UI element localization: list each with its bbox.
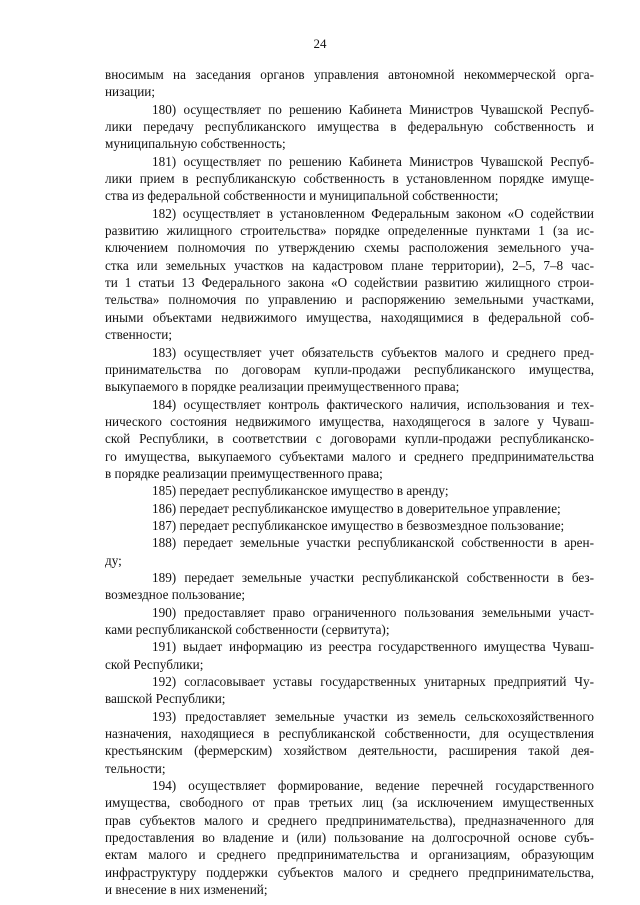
text-line: ектам малого и среднего предпринимательства и организациям, образующим: [105, 847, 594, 863]
text-line: 186) передает республиканское имущество в доверительное управление;: [152, 500, 561, 516]
text-line: прав субъектов малого и среднего предпринимательства), предназначенного для: [105, 812, 594, 828]
text-line: инфраструктуру поддержки субъектов малого и среднего предпринимательства,: [105, 864, 594, 880]
text-line: лики передачу республиканского имущества в федеральную собственность и: [105, 119, 594, 135]
text-line: 180) осуществляет по решению Кабинета Министров Чувашской Респуб-: [152, 101, 594, 117]
text-line: 189) передает земельные участки республиканской собственности в без-: [152, 569, 594, 585]
document-body: [105, 66, 594, 899]
text-line: тельности;: [105, 760, 166, 776]
text-line: 192) согласовывает уставы государственных унитарных предприятий Чу-: [152, 674, 594, 690]
text-line: ственности;: [105, 327, 172, 343]
text-line: 193) предоставляет земельные участки из земель сельскохозяйственного: [152, 708, 594, 724]
text-line: 184) осуществляет контроль фактического наличия, использования и тех-: [152, 396, 594, 412]
text-line: нического состояния недвижимого имущества, находящегося в залоге у Чуваш-: [105, 413, 594, 429]
text-line: стка или земельных участков на кадастровом плане территории), 2–5, 7–8 час-: [105, 257, 594, 273]
text-line: 182) осуществляет в установленном Федеральным законом «О содействии: [152, 205, 594, 221]
text-line: го имущества, выкупаемого субъектами малого и среднего предпринимательства: [105, 448, 594, 464]
text-line: развитию жилищного строительства» порядке определенные пунктами 1 (за ис-: [105, 223, 594, 239]
text-line: 188) передает земельные участки республиканской собственности в арен-: [152, 535, 594, 551]
text-line: назначения, находящиеся в республиканской собственности, для осуществления: [105, 726, 594, 742]
text-line: ской Республики;: [105, 656, 204, 672]
text-line: 190) предоставляет право ограниченного пользования земельными участ-: [152, 604, 594, 620]
text-line: в порядке реализации преимущественного права;: [105, 465, 383, 481]
text-line: крестьянским (фермерским) хозяйством деятельности, расширения такой дея-: [105, 743, 594, 759]
text-line: вашской Республики;: [105, 691, 226, 707]
text-line: низации;: [105, 84, 156, 100]
text-line: ключением полномочия по утверждению схемы расположения земельного уча-: [105, 240, 594, 256]
text-line: ти 1 статьи 13 Федерального закона «О содействии развитию жилищного строи-: [105, 275, 594, 291]
text-line: предоставления во владение и (или) пользование на долгосрочной основе субъ-: [105, 830, 594, 846]
text-line: иными объектами недвижимого имущества, находящимися в федеральной соб-: [105, 309, 594, 325]
text-line: 183) осуществляет учет обязательств субъектов малого и среднего пред-: [152, 344, 594, 360]
text-line: 194) осуществляет формирование, ведение перечней государственного: [152, 778, 594, 794]
text-line: вносимым на заседания органов управления автономной некоммерческой орга-: [105, 67, 594, 82]
text-line: ства из федеральной собственности и муниципальной собственности;: [105, 188, 499, 204]
text-line: тельства» полномочия по управлению и распоряжению земельными участками,: [105, 292, 594, 308]
page-number: 24: [313, 36, 327, 51]
text-line: 191) выдает информацию из реестра государственного имущества Чуваш-: [152, 639, 594, 655]
text-line: принимательства по договорам купли-продажи республиканского имущества,: [105, 361, 594, 377]
text-line: ками республиканской собственности (сервитута);: [105, 622, 390, 637]
text-line: 185) передает республиканское имущество в аренду;: [152, 483, 449, 499]
text-line: ской Республики, в соответствии с договорами купли-продажи республиканско-: [105, 431, 594, 447]
text-line: 181) осуществляет по решению Кабинета Министров Чувашской Респуб-: [152, 153, 594, 169]
text-line: ду;: [105, 552, 122, 568]
text-line: лики прием в республиканскую собственность в установленном порядке имуще-: [105, 171, 594, 187]
text-line: имущества, свободного от прав третьих лиц (за исключением имущественных: [105, 795, 594, 811]
text-line: возмездное пользование;: [105, 587, 246, 603]
text-line: выкупаемого в порядке реализации преимущественного права;: [105, 379, 460, 395]
text-line: муниципальную собственность;: [105, 136, 286, 152]
text-line: и внесение в них изменений;: [105, 882, 268, 898]
text-line: 187) передает республиканское имущество в безвозмездное пользование;: [152, 517, 565, 533]
